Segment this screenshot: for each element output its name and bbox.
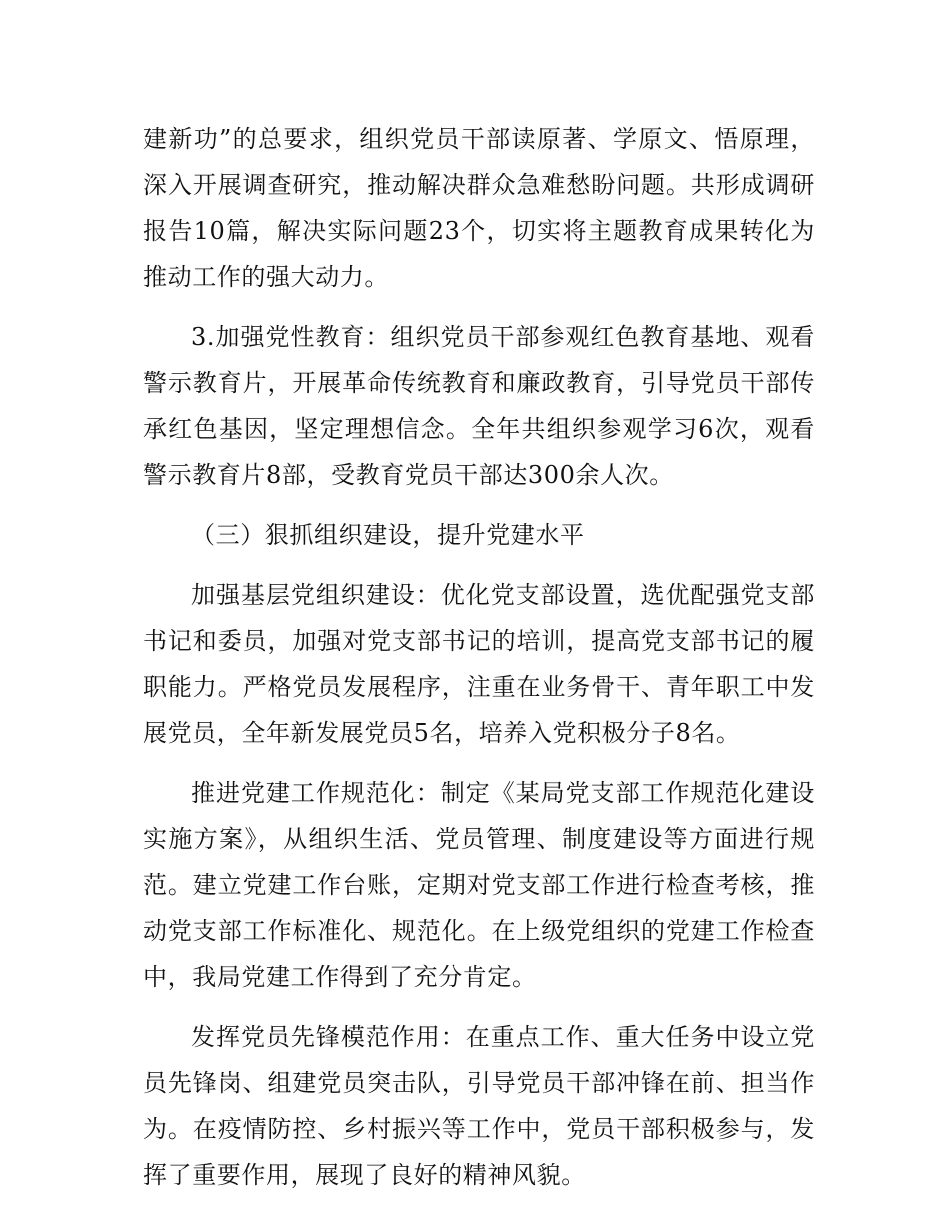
paragraph-party-spirit-education: 3.加强党性教育：组织党员干部参观红色教育基地、观看警示教育片，开展革命传统教育和廉政教育，引导党员干部传承红色基因，坚定理想信念。全年共组织参观学习6次，观看警示教育片8部，受教育党员干部达300余人次。	[143, 323, 815, 489]
paragraph-vanguard-role: 发挥党员先锋模范作用：在重点工作、重大任务中设立党员先锋岗、组建党员突击队，引导党员干部冲锋在前、担当作为。在疫情防控、乡村振兴等工作中，党员干部积极参与，发挥了重要作用，展现了良好的精神风貌。	[143, 1023, 815, 1189]
paragraph-standardization: 推进党建工作规范化：制定《某局党支部工作规范化建设实施方案》，从组织生活、党员管理、制度建设等方面进行规范。建立党建工作台账，定期对党支部工作进行检查考核，推动党支部工作标准化、规范化。在上级党组织的党建工作检查中，我局党建工作得到了充分肯定。	[143, 779, 815, 991]
paragraph-grassroots-organization: 加强基层党组织建设：优化党支部设置，选优配强党支部书记和委员，加强对党支部书记的培训，提高党支部书记的履职能力。严格党员发展程序，注重在业务骨干、青年职工中发展党员，全年新发展党员5名，培养入党积极分子8名。	[143, 581, 815, 747]
document-body	[143, 116, 815, 1212]
section-heading-organization-building: （三）狠抓组织建设，提升党建水平	[191, 521, 585, 549]
paragraph-study-continuation: 建新功”的总要求，组织党员干部读原著、学原文、悟原理，深入开展调查研究，推动解决群众急难愁盼问题。共形成调研报告10篇，解决实际问题23个，切实将主题教育成果转化为推动工作的强大动力。	[143, 125, 815, 291]
